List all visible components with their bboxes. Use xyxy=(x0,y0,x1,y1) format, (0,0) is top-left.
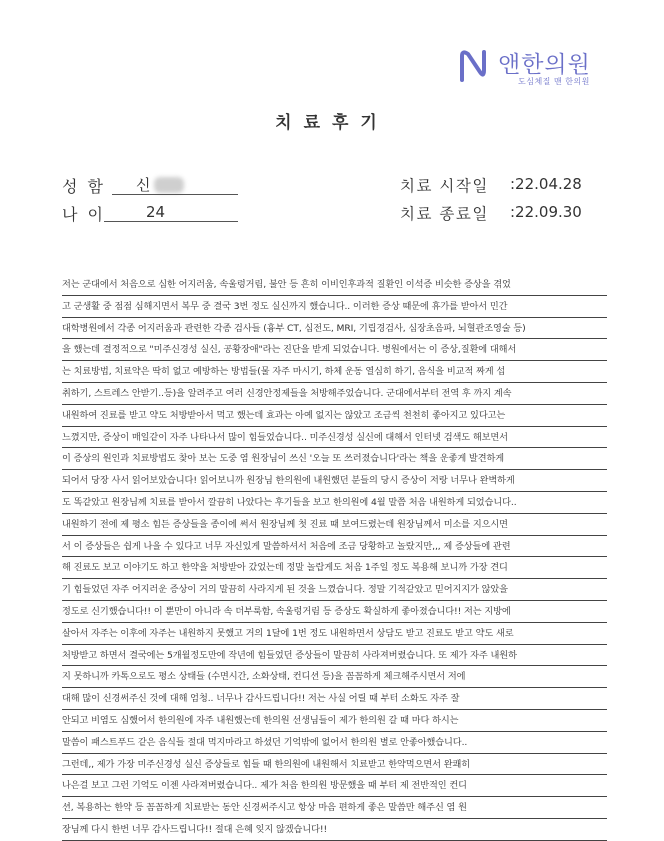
review-line: 살아서 자주는 이후에 자주는 내원하지 못했고 거의 1달에 1번 정도 내원하면서 상담도 받고 진료도 받고 약도 새로 xyxy=(62,623,607,645)
review-line: 그런데,, 제가 가장 미주신경성 실신 증상들로 힘들 때 한의원에 내원해서 치료받고 한약먹으면서 완쾌히 xyxy=(62,754,607,776)
review-line: 내원하기 전에 제 평소 힘든 증상들을 종이에 써서 원장님께 첫 진료 때 보여드렸는데 원장님께서 미소를 지으시면 xyxy=(62,514,607,536)
review-line: 되어서 당장 사서 읽어보았습니다! 읽어보니까 원장님 한의원에 내원했던 분들의 당시 증상이 저랑 너무나 완벽하게 xyxy=(62,470,607,492)
review-line: 처방받고 하면서 결국에는 5개월정도만에 작년에 힘들었던 증상들이 말끔히 사라져버렸습니다. 또 제가 자주 내원하 xyxy=(62,645,607,667)
review-line: 안되고 비염도 심했어서 한의원에 자주 내원했는데 한의원 선생님들이 제가 한의원 갈 때 마다 하시는 xyxy=(62,710,607,732)
review-line: 는 치료방법, 치료약은 딱히 없고 예방하는 방법들(물 자주 마시기, 하체 운동 열심히 하기, 음식을 비교적 짜게 섭 xyxy=(62,361,607,383)
review-line: 취하기, 스트레스 안받기..등)을 알려주고 여러 신경안정제들을 처방해주었습니다. 군대에서부터 전역 후 까지 계속 xyxy=(62,383,607,405)
age-underline xyxy=(104,221,238,222)
start-date-value: :22.04.28 xyxy=(510,175,582,193)
end-date-value: :22.09.30 xyxy=(510,203,582,221)
age-value: 24 xyxy=(146,203,166,221)
logo-tagline: 도심체질 맨 한의원 xyxy=(518,77,590,86)
review-line: 대학병원에서 각종 어지러움과 관련한 각종 검사들 (흉부 CT, 심전도, MRI, 기립경검사, 심장초음파, 뇌혈관조영술 등) xyxy=(62,318,607,340)
review-line: 나은걸 보고 그런 기억도 이젠 사라져버렸습니다.. 제가 처음 한의원 방문했을 때 부터 제 전반적인 컨디 xyxy=(62,775,607,797)
review-line: 을 했는데 결정적으로 "미주신경성 실신, 공황장애"라는 진단을 받게 되었습니다. 병원에서는 이 증상,질환에 대해서 xyxy=(62,339,607,361)
review-line: 기 힘들었던 자주 어지러운 증상이 거의 말끔히 사라지게 된 것을 느꼈습니다. 정말 기적같았고 믿어지지가 않았을 xyxy=(62,579,607,601)
review-line: 정도로 신기했습니다!! 이 뿐만이 아니라 속 더부룩함, 속울렁거림 등 증상도 확실하게 좋아졌습니다!! 저는 지방에 xyxy=(62,601,607,623)
review-line: 느꼈지만, 증상이 매일같이 자주 나타나서 많이 힘들었습니다.. 미주신경성 실신에 대해서 인터넷 검색도 해보면서 xyxy=(62,427,607,449)
start-date-label: 치료 시작일 xyxy=(400,177,489,195)
review-line: 저는 군대에서 처음으로 심한 어지러움, 속울렁거림, 불안 등 흔히 이비인후과적 질환인 이석증 비슷한 증상을 겪었 xyxy=(62,274,607,296)
review-line: 이 증상의 원인과 치료방법도 찾아 보는 도중 염 원장님이 쓰신 '오늘 또 쓰러졌습니다'라는 책을 운좋게 발견하게 xyxy=(62,448,607,470)
review-line: 장님께 다시 한번 너무 감사드립니다!! 절대 은혜 잊지 않겠습니다!! xyxy=(62,819,607,841)
name-underline xyxy=(112,194,238,195)
page-title: 치료후기 xyxy=(275,113,389,133)
review-line: 지 못하니까 카톡으로도 평소 상태들 (수면시간, 소화상태, 컨디션 등)을 꼼꼼하게 체크해주시면서 저에 xyxy=(62,666,607,688)
end-date-label: 치료 종료일 xyxy=(400,205,489,223)
review-line: 서 이 증상들은 쉽게 나을 수 있다고 너무 자신있게 말씀하셔서 처음에 조금 당황하고 놀랐지만,,, 제 증상들에 관련 xyxy=(62,536,607,558)
review-line: 해 진료도 보고 이야기도 하고 한약을 처방받아 갔었는데 정말 놀랍게도 처음 1주일 정도 복용해 보니까 가장 견디 xyxy=(62,557,607,579)
age-label: 나이 xyxy=(62,205,113,224)
review-line: 고 군생활 중 점점 심해지면서 복무 중 결국 3번 정도 실신까지 했습니다.. 이러한 증상 때문에 휴가를 받아서 민간 xyxy=(62,296,607,318)
review-line: 대해 많이 신경써주신 것에 대해 엄청.. 너무나 감사드립니다!! 저는 사실 어릴 때 부터 소화도 자주 잘 xyxy=(62,688,607,710)
review-line: 도 똑같았고 원장님께 치료를 받아서 깔끔히 나았다는 후기들을 보고 한의원에 4월 말쯤 처음 내원하게 되었습니다.. xyxy=(62,492,607,514)
logo-mark-icon xyxy=(454,46,494,86)
review-line: 션, 복용하는 한약 등 꼼꼼하게 치료받는 동안 신경써주시고 항상 마음 편하게 좋은 말씀만 해주신 염 원 xyxy=(62,797,607,819)
redacted-name-blur xyxy=(154,177,184,193)
review-line: 말씀이 패스트푸드 같은 음식들 절대 먹지마라고 하셨던 기억밖에 없어서 한의원 별로 안좋아했습니다.. xyxy=(62,732,607,754)
review-line: 내원하여 진료를 받고 약도 처방받아서 먹고 했는데 효과는 아예 없지는 않았고 조금씩 천천히 좋아지고 있다고는 xyxy=(62,405,607,427)
name-label: 성함 xyxy=(62,177,113,196)
review-text xyxy=(62,274,607,841)
logo-name: 앤한의원 xyxy=(498,52,591,78)
name-value: 신 xyxy=(136,176,151,194)
clinic-logo xyxy=(454,44,644,90)
